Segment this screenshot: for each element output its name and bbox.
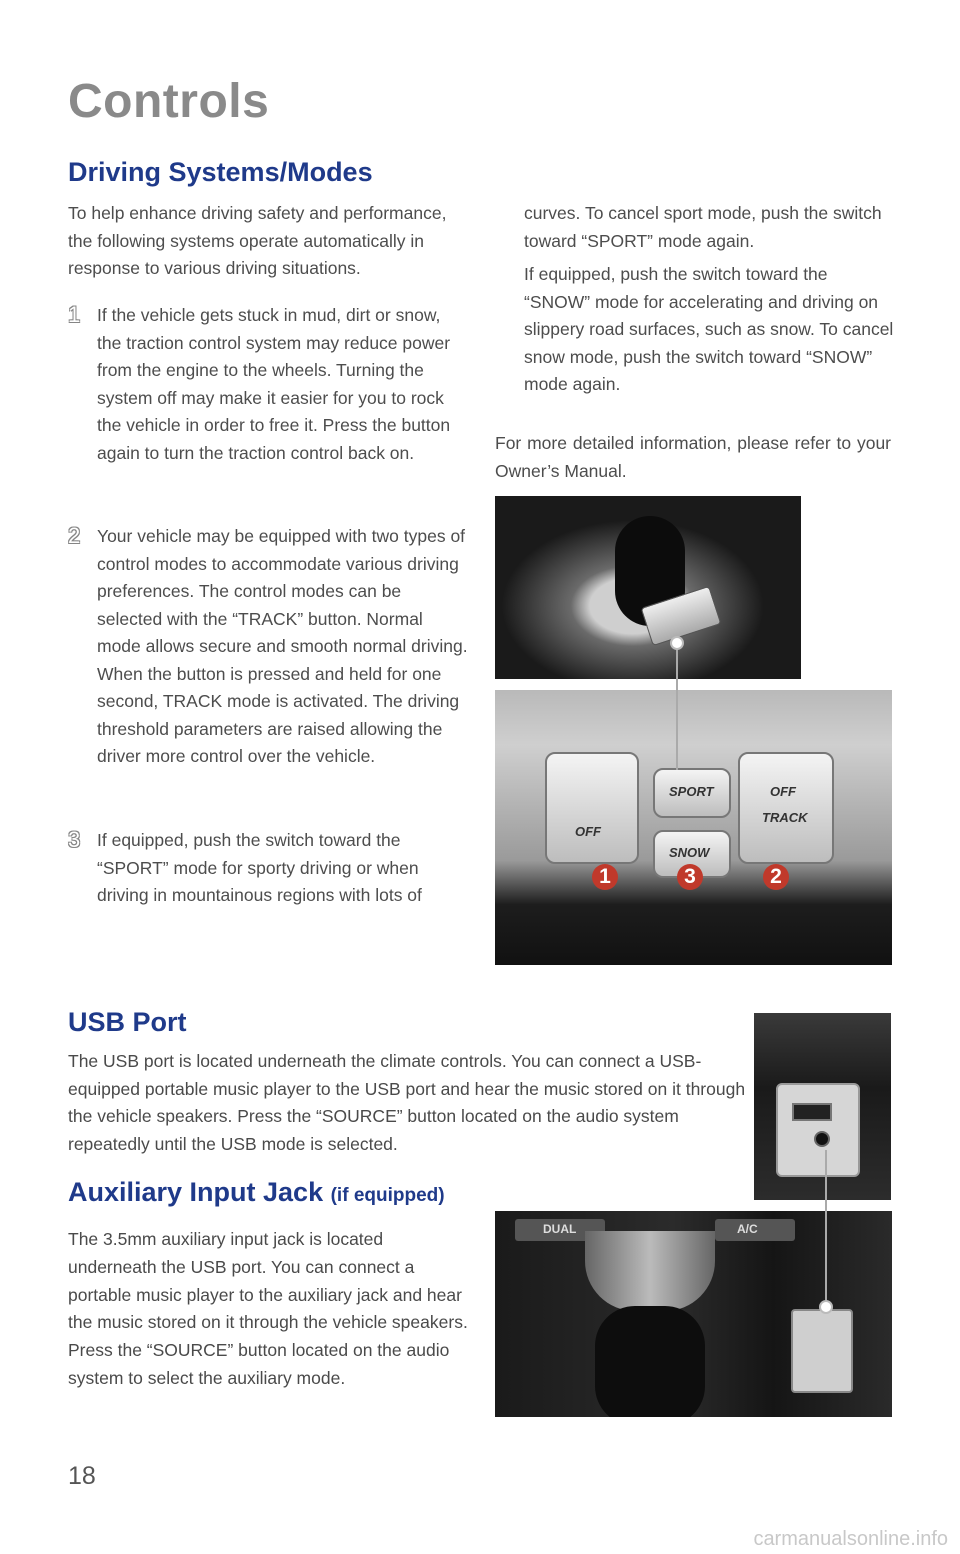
watermark: carmanualsonline.info (753, 1528, 948, 1550)
item-text: If the vehicle gets stuck in mud, dirt or snow, the traction control system may reduce power from the engine to the wheels. Turning the system off may make it easier for you to rock the vehicle in order to free it. Press the button again to turn the traction control back on. (97, 305, 451, 463)
ac-button-photo (715, 1219, 795, 1241)
aux-heading-note: (if equipped) (330, 1185, 445, 1206)
usb-bezel (776, 1083, 860, 1177)
track-label: TRACK (762, 810, 808, 825)
item-text: If equipped, push the switch toward the “SPORT” mode for sporty driving or when driving in mountainous regions with lots of (97, 830, 422, 905)
section-heading-driving-modes: Driving Systems/Modes (68, 157, 373, 187)
leader-dot (670, 636, 684, 650)
aux-heading-text: Auxiliary Input Jack (68, 1177, 324, 1207)
callout-3: 3 (677, 864, 703, 890)
more-info-text: For more detailed information, please refer to your Owner’s Manual. (495, 433, 891, 481)
leader-line (676, 642, 678, 770)
sport-label: SPORT (669, 784, 714, 799)
page-title: Controls (68, 75, 270, 128)
sport-switch-photo (653, 768, 731, 818)
dual-label: DUAL (543, 1222, 577, 1236)
item-number-1: 1 (68, 302, 81, 327)
item3-continuation (495, 200, 895, 399)
item3-cont-sport: curves. To cancel sport mode, push the switch toward “SPORT” mode again. (524, 203, 882, 251)
usb-text: The USB port is located underneath the climate controls. You can connect a USB-equipped portable music player to the USB port and hear the music stored on it through the vehicle speakers. Press the “SOURCE” button located on the audio system repeatedly until the USB mode is selected. (68, 1051, 746, 1154)
shift-knob-photo (585, 1231, 715, 1311)
item-number-3: 3 (68, 827, 81, 852)
usb-aux-panel-photo (791, 1309, 853, 1393)
traction-off-button-photo (545, 752, 639, 864)
callout-1: 1 (592, 864, 618, 890)
usb-leader-dot (819, 1300, 833, 1314)
ac-label: A/C (737, 1222, 758, 1236)
usb-port-photo (754, 1013, 891, 1200)
item-number-2: 2 (68, 523, 81, 548)
item-text: Your vehicle may be equipped with two types of control modes to accommodate various driving preferences. The control modes can be selected with the “TRACK” button. Normal mode allows secure and smooth normal driving. When the button is pressed and held for one second, TRACK mode is activated. The driving threshold parameters are raised allowing the driver more control over the vehicle. (97, 526, 468, 766)
usb-socket (792, 1103, 832, 1121)
mode-switch-photo (495, 690, 892, 965)
item3-cont-snow: If equipped, push the switch toward the “SNOW” mode for accelerating and driving on slippery road surfaces, such as snow. To cancel snow mode, push the switch toward “SNOW” mode again. (524, 264, 894, 394)
track-button-photo (738, 752, 834, 864)
section-heading-usb: USB Port (68, 1007, 187, 1037)
page-number: 18 (68, 1462, 96, 1490)
list-item (68, 523, 468, 771)
aux-text: The 3.5mm auxiliary input jack is located underneath the USB port. You can connect a portable music player to the auxiliary jack and hear the music stored on it through the vehicle speakers. Press the “SOURCE” button located on the audio system to select the auxiliary mode. (68, 1229, 468, 1388)
off-label: OFF (575, 824, 601, 839)
aux-socket (814, 1131, 830, 1147)
shift-boot-photo (595, 1306, 705, 1417)
snow-label: SNOW (669, 845, 710, 860)
callout-2: 2 (763, 864, 789, 890)
usb-leader-line (825, 1150, 827, 1304)
driving-intro: To help enhance driving safety and performance, the following systems operate automatically in response to various driving situations. (68, 203, 447, 278)
list-item (68, 302, 468, 467)
shifter-console-photo (495, 496, 801, 679)
track-off-label: OFF (770, 784, 796, 799)
aux-jack-photo (495, 1211, 892, 1417)
section-heading-aux (68, 1178, 445, 1208)
list-item (68, 827, 468, 910)
